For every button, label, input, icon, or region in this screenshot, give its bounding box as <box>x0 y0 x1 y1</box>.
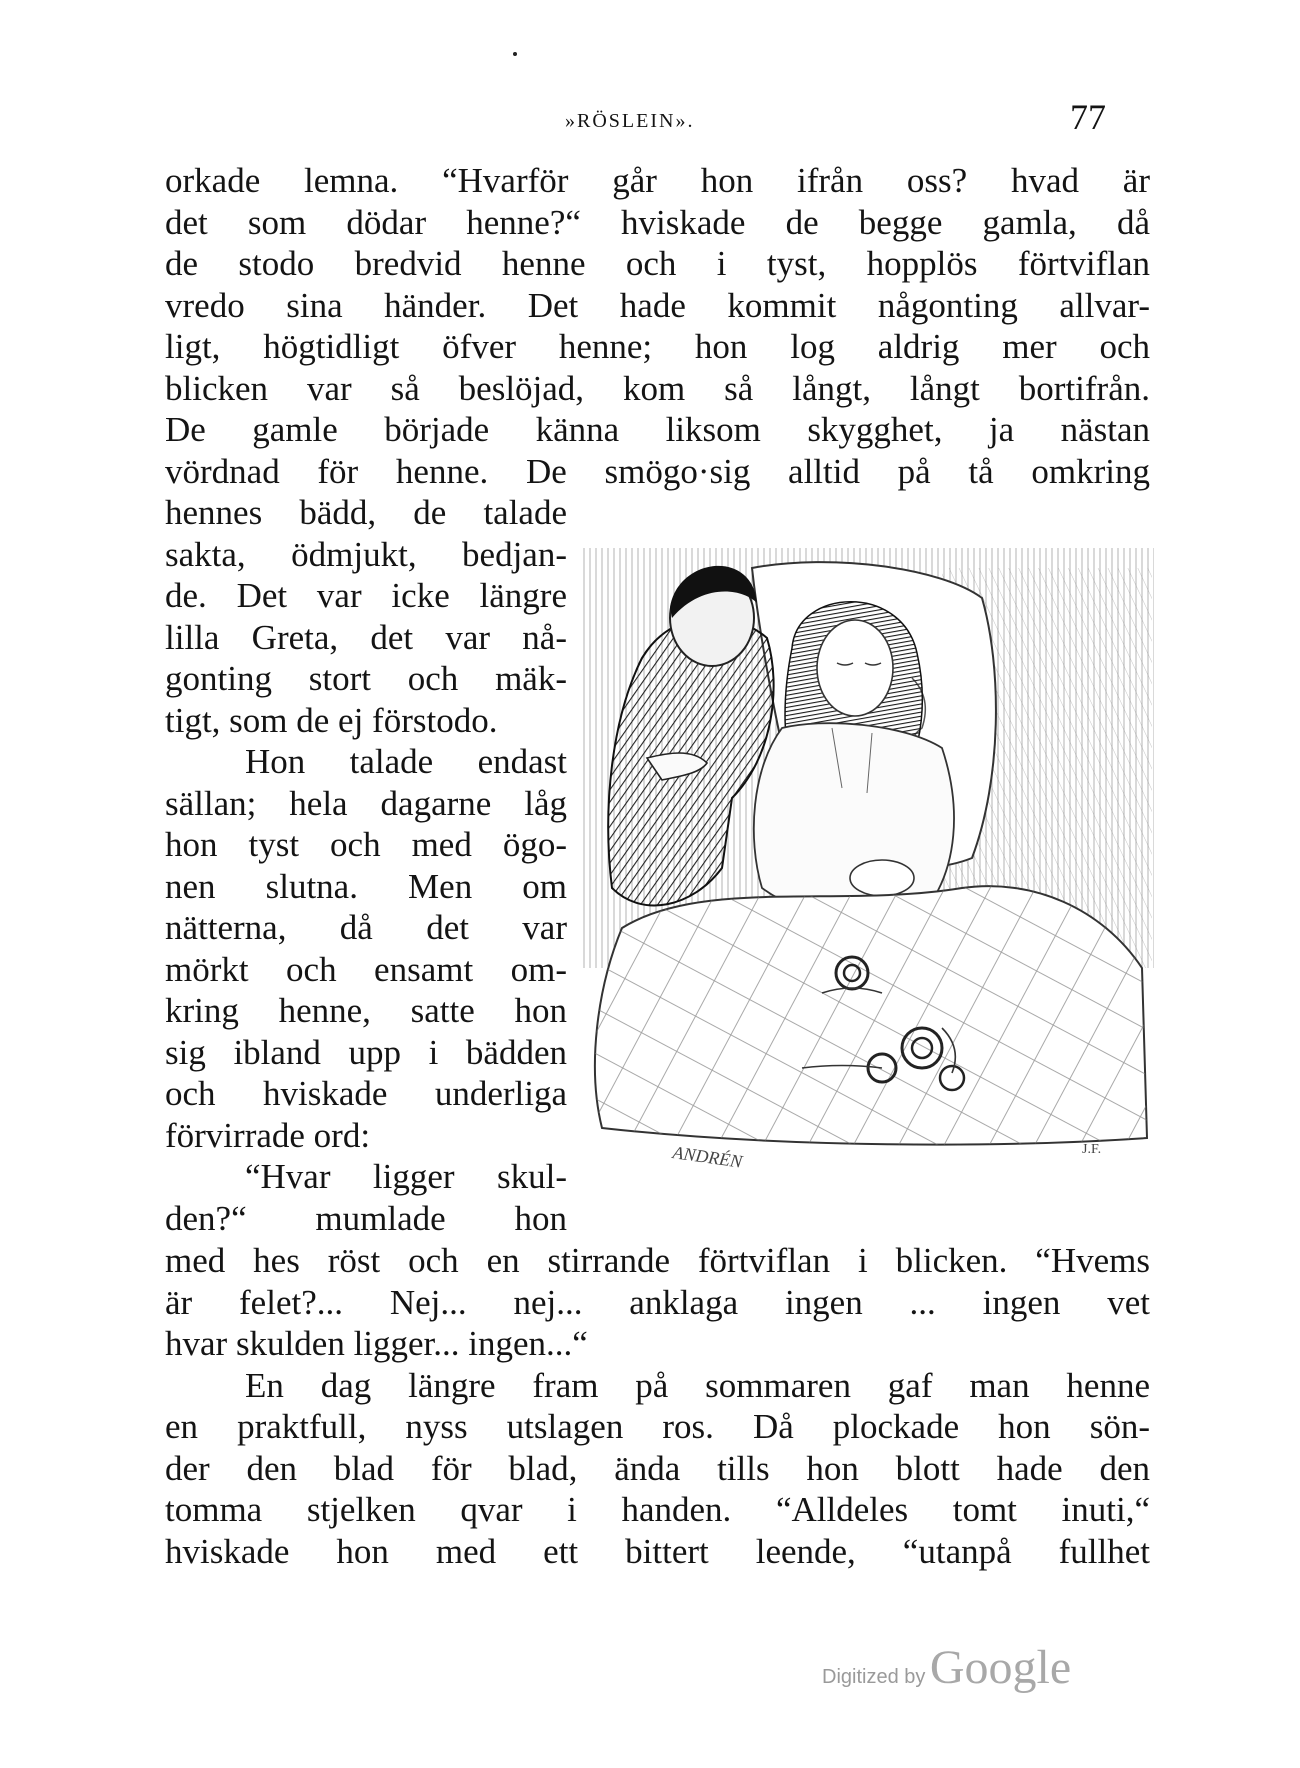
text-line: lilla Greta, det var nå- <box>165 617 567 657</box>
text-block-bottom <box>165 1240 1150 1572</box>
text-line: de. Det var icke längre <box>165 576 567 615</box>
text-line: ligt, högtidligt öfver henne; hon log aldrig mer och <box>165 327 1150 366</box>
text-line: En dag längre fram på sommaren gaf man henne <box>245 1365 1150 1405</box>
text-line: hvar skulden ligger... ingen...“ <box>165 1324 588 1363</box>
text-line: der den blad för blad, ända tills hon blott hade den <box>165 1448 1150 1488</box>
running-header: »RÖSLEIN». <box>565 110 695 132</box>
engraver-signature: J.F. <box>1082 1142 1102 1157</box>
text-line: tomma stjelken qvar i handen. “Alldeles tomt inuti,“ <box>165 1490 1150 1529</box>
text-block-left-column <box>165 492 567 1239</box>
text-line: Hon talade endast <box>245 742 567 781</box>
text-line: sällan; hela dagarne låg <box>165 783 567 823</box>
text-line: en praktfull, nyss utslagen ros. Då plockade hon sön- <box>165 1407 1150 1446</box>
text-line: vredo sina händer. Det hade kommit någonting allvar- <box>165 285 1150 325</box>
text-line: orkade lemna. “Hvarför går hon ifrån oss? hvad är <box>165 161 1150 200</box>
text-line: hon tyst och med ögo- <box>165 825 567 864</box>
text-line: vördnad för henne. De smögo·sig alltid på tå omkring <box>165 451 1150 491</box>
girl-face <box>817 620 893 716</box>
quilt-pattern <box>595 886 1147 1144</box>
text-line: hviskade hon med ett bittert leende, “utanpå fullhet <box>165 1531 1150 1571</box>
text-line: kring henne, satte hon <box>165 991 567 1030</box>
text-line: blicken var så beslöjad, kom så långt, långt bortifrån. <box>165 368 1150 408</box>
text-line: nen slutna. Men om <box>165 866 567 906</box>
text-line: mörkt och ensamt om- <box>165 949 567 989</box>
text-line: nätterna, då det var <box>165 908 567 947</box>
text-line: med hes röst och en stirrande förtviflan i blicken. “Hvems <box>165 1241 1150 1280</box>
text-line: De gamle började känna liksom skygghet, ja nästan <box>165 410 1150 449</box>
text-line: och hviskade underliga <box>165 1074 567 1113</box>
text-line: “Hvar ligger skul- <box>245 1157 567 1196</box>
girl-nightgown <box>754 723 954 918</box>
text-line: är felet?... Nej... nej... anklaga ingen ... ingen vet <box>165 1282 1150 1322</box>
text-line: hennes bädd, de talade <box>165 493 567 532</box>
watermark-prefix: Digitized by <box>822 1666 926 1688</box>
text-line: tigt, som de ej förstodo. <box>165 700 498 740</box>
text-line: det som dödar henne?“ hviskade de begge gamla, då <box>165 202 1150 242</box>
text-line: gonting stort och mäk- <box>165 659 567 698</box>
text-block-top <box>165 160 1150 492</box>
girl-hands <box>850 860 914 896</box>
google-logo: Google <box>929 1641 1072 1694</box>
engraving-illustration <box>582 548 1154 1228</box>
text-line: den?“ mumlade hon <box>165 1198 567 1238</box>
artist-signature: ANDRÉN <box>671 1142 744 1172</box>
text-line: sakta, ödmjukt, bedjan- <box>165 534 567 574</box>
page-number: 77 <box>1070 97 1106 137</box>
print-speck <box>513 52 517 56</box>
text-line: förvirrade ord: <box>165 1115 371 1155</box>
digitization-watermark <box>822 1640 1071 1695</box>
text-line: de stodo bredvid henne och i tyst, hopplös förtviflan <box>165 244 1150 283</box>
text-line: sig ibland upp i bädden <box>165 1032 567 1072</box>
